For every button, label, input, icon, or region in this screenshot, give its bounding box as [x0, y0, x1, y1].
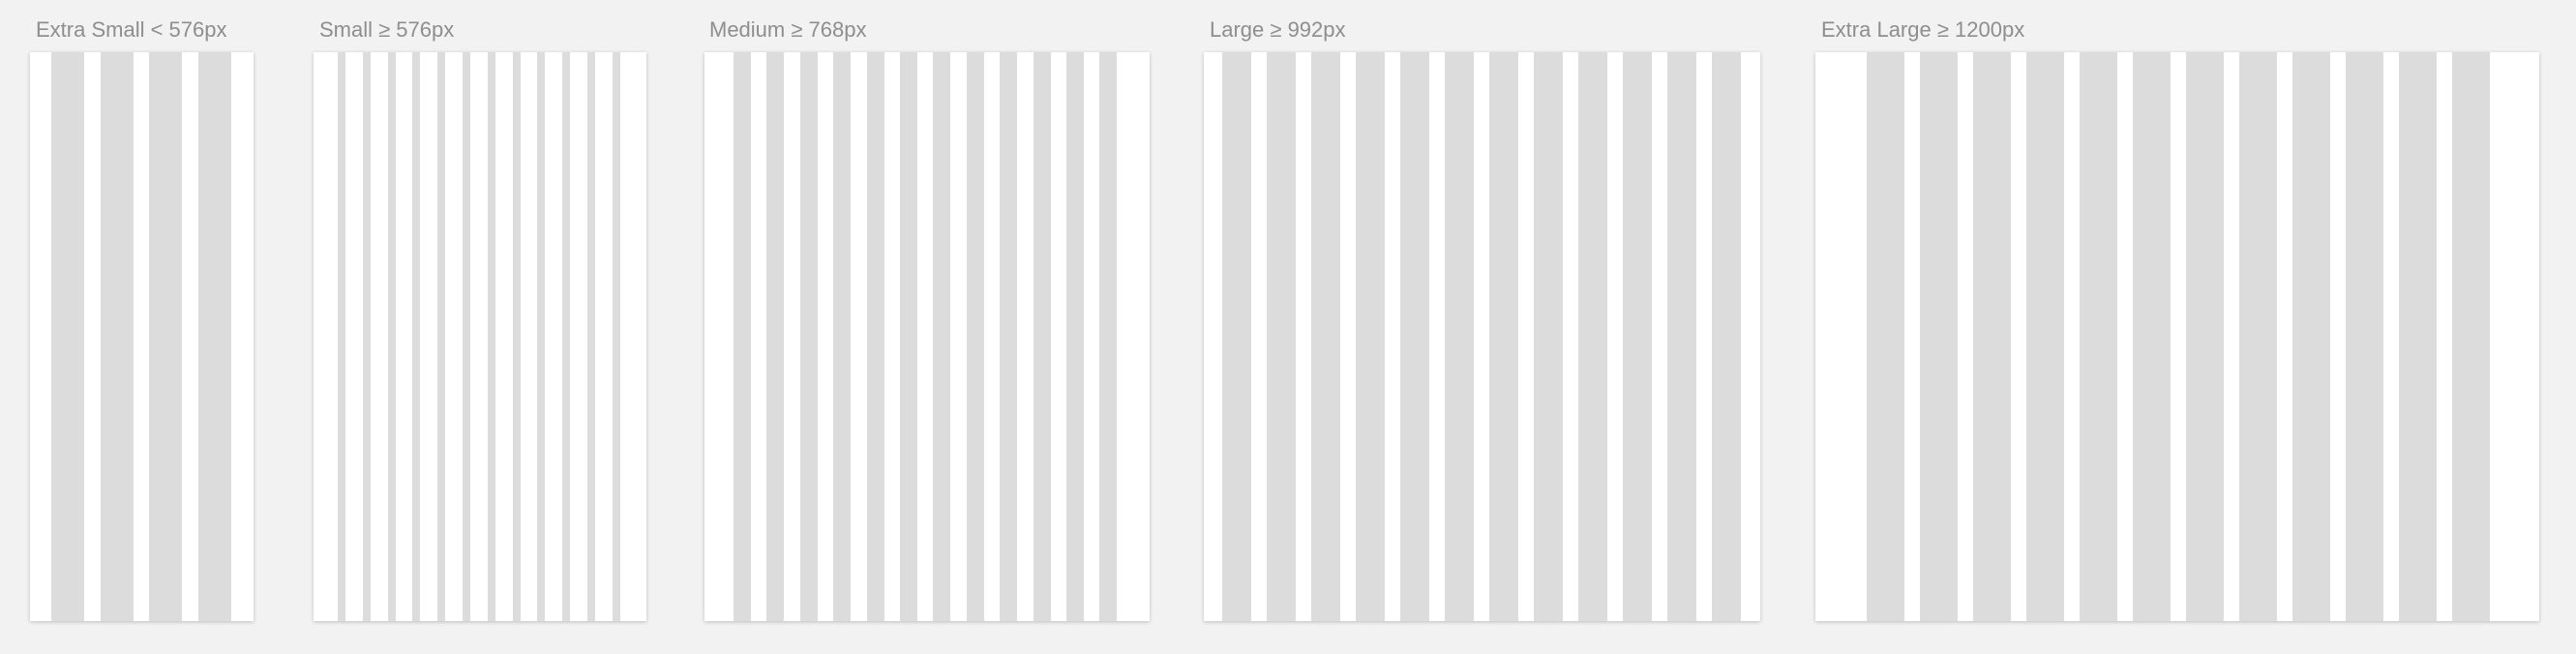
grid-column: [513, 52, 521, 621]
grid-column: [101, 52, 134, 621]
grid-column: [562, 52, 570, 621]
grid-column: [2399, 52, 2437, 621]
grid-column: [1356, 52, 1385, 621]
grid-column: [734, 52, 751, 621]
grid-column: [1000, 52, 1017, 621]
label-large: Large ≥ 992px: [1210, 17, 1346, 42]
grid-column: [1066, 52, 1084, 621]
grid-column: [437, 52, 445, 621]
artboard-extra-small[interactable]: [30, 52, 254, 621]
grid-column: [1667, 52, 1696, 621]
grid-column: [1400, 52, 1429, 621]
grid-column: [2186, 52, 2224, 621]
grid-column: [198, 52, 231, 621]
artboard-small[interactable]: [314, 52, 646, 621]
grid-column: [2292, 52, 2330, 621]
grid-column: [613, 52, 620, 621]
grid-column: [149, 52, 182, 621]
grid-column: [1311, 52, 1340, 621]
grid-column: [1712, 52, 1741, 621]
grid-column: [1534, 52, 1563, 621]
grid-column: [1867, 52, 1904, 621]
grid-column: [412, 52, 420, 621]
grid-column: [867, 52, 884, 621]
grid-column: [1623, 52, 1652, 621]
grid-column: [967, 52, 984, 621]
artboard-extra-large[interactable]: [1815, 52, 2539, 621]
artboard-large[interactable]: [1204, 52, 1760, 621]
grid-column: [833, 52, 851, 621]
grid-column: [463, 52, 470, 621]
grid-column: [388, 52, 396, 621]
grid-column: [51, 52, 84, 621]
grid-column: [1578, 52, 1607, 621]
grid-column: [1033, 52, 1051, 621]
grid-column: [2133, 52, 2171, 621]
grid-column: [537, 52, 545, 621]
grid-column: [488, 52, 495, 621]
grid-column: [1222, 52, 1251, 621]
grid-column: [363, 52, 371, 621]
label-extra-small: Extra Small < 576px: [36, 17, 227, 42]
grid-column: [800, 52, 818, 621]
grid-column: [2239, 52, 2277, 621]
label-medium: Medium ≥ 768px: [709, 17, 867, 42]
grid-column: [2346, 52, 2383, 621]
grid-column: [1920, 52, 1958, 621]
grid-column: [2080, 52, 2117, 621]
grid-column: [1445, 52, 1474, 621]
grid-column: [933, 52, 950, 621]
grid-column: [766, 52, 784, 621]
grid-column: [2452, 52, 2490, 621]
grid-column: [2026, 52, 2064, 621]
label-extra-large: Extra Large ≥ 1200px: [1821, 17, 2025, 42]
grid-column: [587, 52, 595, 621]
label-small: Small ≥ 576px: [319, 17, 455, 42]
grid-column: [900, 52, 917, 621]
grid-column: [338, 52, 345, 621]
grid-column: [1267, 52, 1296, 621]
grid-column: [1099, 52, 1117, 621]
grid-column: [1489, 52, 1518, 621]
grid-column: [1973, 52, 2011, 621]
artboard-medium[interactable]: [704, 52, 1150, 621]
